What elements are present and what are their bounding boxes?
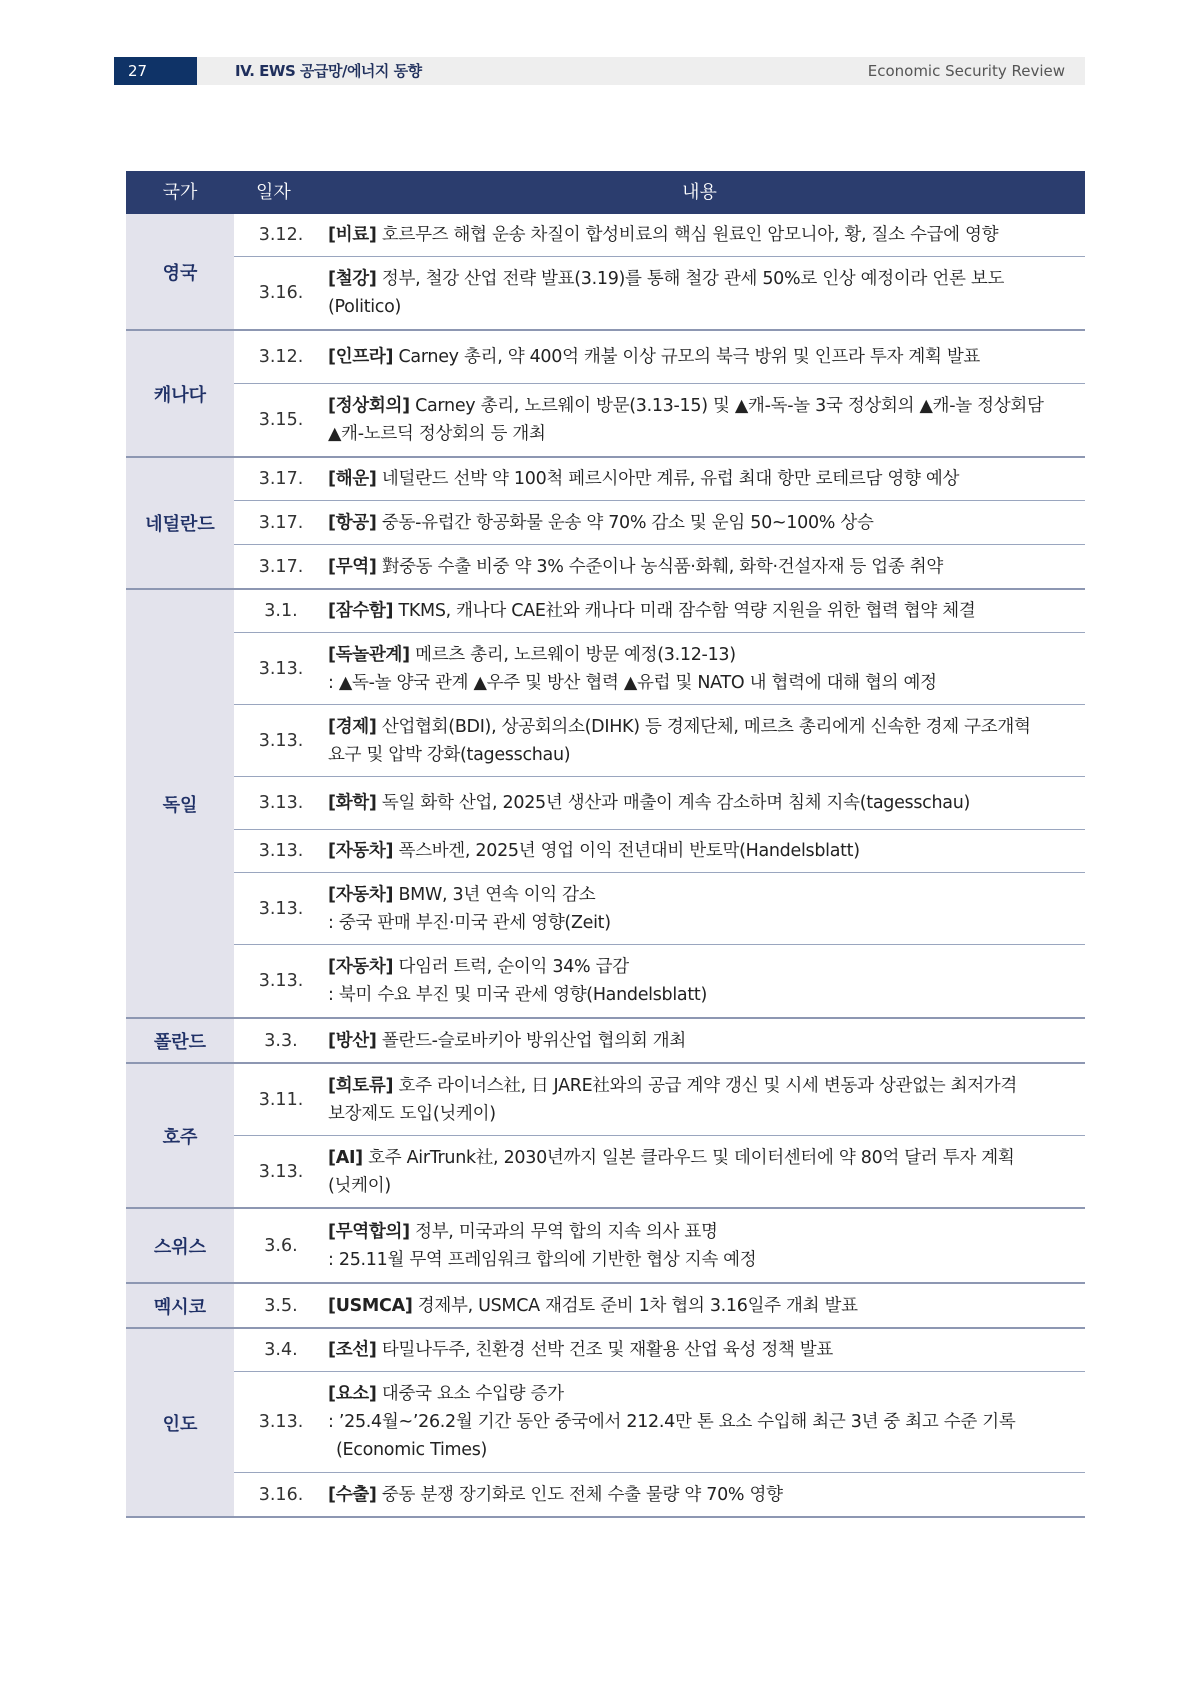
content-cell	[328, 1218, 1085, 1274]
content-text: 정부, 철강 산업 전략 발표(3.19)를 통해 철강 관세 50%로 인상 예정이라 언론 보도	[376, 269, 1005, 289]
category-tag: [잠수함]	[328, 601, 394, 621]
content-text: 폭스바겐, 2025년 영업 이익 전년대비 반토막(Handelsblatt)	[393, 841, 860, 861]
country-cell: 영국	[126, 214, 234, 329]
content-text: Carney 총리, 노르웨이 방문(3.13-15) 및 ▲캐-독-놀 3국 정상회의 ▲캐-놀 정상회담	[409, 396, 1044, 416]
country-cell: 호주	[126, 1064, 234, 1207]
content-text: Carney 총리, 약 400억 캐불 이상 규모의 북극 방위 및 인프라 투자 계획 발표	[393, 347, 981, 367]
page-header	[114, 57, 1085, 85]
content-cell	[328, 713, 1085, 769]
page-number: 27	[114, 57, 197, 85]
category-tag: [철강]	[328, 269, 377, 289]
date-cell: 3.13.	[258, 971, 304, 991]
country-cell: 폴란드	[126, 1019, 234, 1062]
date-cell: 3.15.	[258, 410, 304, 430]
table-row	[234, 873, 1085, 945]
date-cell: 3.13.	[258, 1161, 304, 1182]
date-cell: 3.17.	[258, 556, 304, 577]
content-detail: 보장제도 도입(닛케이)	[328, 1103, 496, 1124]
date-cell: 3.12.	[258, 225, 304, 245]
category-tag: [자동차]	[328, 957, 394, 977]
table-row	[234, 1329, 1085, 1372]
category-tag: [비료]	[328, 225, 377, 245]
table-row	[234, 633, 1085, 705]
date-cell: 3.17.	[258, 469, 304, 489]
content-cell	[328, 343, 1085, 371]
content-text: BMW, 3년 연속 이익 감소	[393, 884, 596, 905]
table-row	[234, 545, 1085, 588]
content-text: 산업협회(BDI), 상공회의소(DIHK) 등 경제단체, 메르츠 총리에게 신속한 경제 구조개혁	[376, 716, 1031, 737]
country-group	[126, 214, 1085, 331]
content-text: 독일 화학 산업, 2025년 생산과 매출이 계속 감소하며 침체 지속(tagesschau)	[376, 793, 971, 813]
section-title: IV. EWS 공급망/에너지 동향	[235, 62, 422, 80]
content-detail: : 북미 수요 부진 및 미국 관세 영향(Handelsblatt)	[328, 985, 708, 1005]
content-cell	[328, 1144, 1085, 1200]
country-group	[126, 1019, 1085, 1064]
content-detail: 요구 및 압박 강화(tagesschau)	[328, 744, 571, 765]
content-text: 호주 AirTrunk社, 2030년까지 일본 클라우드 및 데이터센터에 약 80억 달러 투자 계획	[362, 1147, 1015, 1168]
date-cell: 3.6.	[264, 1235, 298, 1256]
content-cell	[328, 553, 1085, 581]
date-cell: 3.3.	[264, 1030, 298, 1051]
content-text: 호르무즈 해협 운송 차질이 합성비료의 핵심 원료인 암모니아, 황, 질소 수급에 영향	[376, 225, 999, 245]
country-group	[126, 1209, 1085, 1284]
content-cell	[328, 1072, 1085, 1128]
table-row	[234, 1284, 1085, 1327]
content-detail: : 25.11월 무역 프레임워크 합의에 기반한 협상 지속 예정	[328, 1249, 757, 1270]
content-cell	[328, 789, 1085, 817]
content-cell	[328, 881, 1085, 937]
date-cell: 3.16.	[258, 1484, 304, 1505]
content-text: 타밀나두주, 친환경 선박 건조 및 재활용 산업 육성 정책 발표	[376, 1340, 834, 1360]
content-cell	[328, 221, 1085, 249]
table-row	[234, 501, 1085, 545]
table-row	[234, 384, 1085, 456]
category-tag: [희토류]	[328, 1075, 394, 1096]
column-header-country: 국가	[162, 182, 198, 203]
category-tag: [화학]	[328, 793, 377, 813]
country-cell: 독일	[126, 590, 234, 1017]
table-row	[234, 590, 1085, 633]
table-row	[234, 945, 1085, 1017]
country-group	[126, 331, 1085, 458]
content-text: 대중국 요소 수입량 증가	[376, 1384, 564, 1404]
table-body	[126, 214, 1085, 1518]
category-tag: [정상회의]	[328, 396, 410, 416]
content-cell	[328, 1380, 1085, 1464]
content-cell	[328, 1292, 1085, 1320]
content-text: 폴란드-슬로바키아 방위산업 협의회 개최	[376, 1030, 686, 1051]
date-cell: 3.13.	[258, 730, 304, 751]
column-header-content: 내용	[682, 182, 717, 203]
category-tag: [자동차]	[328, 841, 394, 861]
category-tag: [수출]	[328, 1484, 377, 1505]
table-header	[126, 171, 1085, 214]
country-group	[126, 458, 1085, 590]
table-row	[234, 1064, 1085, 1136]
content-cell	[328, 641, 1085, 697]
table-row	[234, 214, 1085, 257]
date-cell: 3.13.	[258, 1412, 304, 1432]
category-tag: [요소]	[328, 1384, 377, 1404]
country-cell: 멕시코	[126, 1284, 234, 1327]
table-row	[234, 257, 1085, 329]
category-tag: [무역]	[328, 556, 377, 577]
content-cell	[328, 1481, 1085, 1509]
country-cell: 스위스	[126, 1209, 234, 1282]
column-header-date: 일자	[256, 182, 291, 203]
content-cell	[328, 1336, 1085, 1364]
category-tag: [해운]	[328, 469, 377, 489]
content-cell	[328, 953, 1085, 1009]
publication-title: Economic Security Review	[867, 62, 1065, 80]
date-cell: 3.4.	[264, 1340, 298, 1360]
date-cell: 3.16.	[258, 283, 304, 303]
date-cell: 3.13.	[258, 841, 304, 861]
content-detail: : ’25.4월~’26.2월 기간 동안 중국에서 212.4만 톤 요소 수입해 최근 3년 중 최고 수준 기록	[328, 1412, 1016, 1432]
content-cell	[328, 465, 1085, 493]
content-text: 메르츠 총리, 노르웨이 방문 예정(3.12-13)	[409, 644, 736, 665]
content-detail: ▲캐-노르딕 정상회의 등 개최	[328, 424, 546, 444]
country-group	[126, 1329, 1085, 1518]
table-row	[234, 458, 1085, 501]
date-cell: 3.1.	[264, 601, 298, 621]
country-cell: 캐나다	[126, 331, 234, 456]
date-cell: 3.12.	[258, 347, 304, 367]
country-group	[126, 590, 1085, 1019]
date-cell: 3.17.	[258, 512, 304, 533]
table-row	[234, 331, 1085, 384]
content-cell	[328, 265, 1085, 321]
table-row	[234, 1372, 1085, 1473]
content-detail: (Politico)	[328, 297, 402, 317]
category-tag: [AI]	[328, 1147, 363, 1168]
content-text: 對중동 수출 비중 약 3% 수준이나 농식품·화훼, 화학·건설자재 등 업종 취약	[376, 556, 943, 577]
content-text: 다임러 트럭, 순이익 34% 급감	[393, 957, 629, 977]
content-detail: : 중국 판매 부진·미국 관세 영향(Zeit)	[328, 912, 611, 933]
date-cell: 3.5.	[264, 1295, 298, 1316]
content-text: 호주 라이너스社, 日 JARE社와의 공급 계약 갱신 및 시세 변동과 상관없는 최저가격	[393, 1075, 1018, 1096]
content-text: 중동-유럽간 항공화물 운송 약 70% 감소 및 운임 50~100% 상승	[376, 512, 874, 533]
content-cell	[328, 392, 1085, 448]
content-text: 경제부, USMCA 재검토 준비 1차 협의 3.16일주 개최 발표	[412, 1295, 858, 1316]
content-detail: : ▲독-놀 양국 관계 ▲우주 및 방산 협력 ▲유럽 및 NATO 내 협력에 대해 협의 예정	[328, 672, 937, 693]
category-tag: [조선]	[328, 1340, 377, 1360]
table-row	[234, 1019, 1085, 1062]
content-cell	[328, 1027, 1085, 1055]
content-text: 정부, 미국과의 무역 합의 지속 의사 표명	[409, 1221, 718, 1242]
country-group	[126, 1064, 1085, 1209]
table-row	[234, 705, 1085, 777]
category-tag: [방산]	[328, 1030, 377, 1051]
country-group	[126, 1284, 1085, 1329]
content-detail: (닛케이)	[328, 1175, 391, 1196]
content-source: (Economic Times)	[336, 1440, 488, 1460]
category-tag: [자동차]	[328, 884, 394, 905]
table-row	[234, 1209, 1085, 1282]
table-row	[234, 777, 1085, 830]
table-row	[234, 1473, 1085, 1516]
content-text: 네덜란드 선박 약 100척 페르시아만 계류, 유럽 최대 항만 로테르담 영향 예상	[376, 469, 960, 489]
content-text: 중동 분쟁 장기화로 인도 전체 수출 물량 약 70% 영향	[376, 1484, 783, 1505]
category-tag: [USMCA]	[328, 1295, 413, 1316]
country-cell: 인도	[126, 1329, 234, 1516]
category-tag: [무역합의]	[328, 1221, 410, 1242]
date-cell: 3.11.	[258, 1089, 304, 1110]
country-cell: 네덜란드	[126, 458, 234, 588]
category-tag: [경제]	[328, 716, 377, 737]
table-row	[234, 830, 1085, 873]
news-table	[126, 171, 1085, 1518]
table-row	[234, 1136, 1085, 1207]
category-tag: [인프라]	[328, 347, 394, 367]
category-tag: [항공]	[328, 512, 377, 533]
content-cell	[328, 509, 1085, 537]
content-cell	[328, 597, 1085, 625]
date-cell: 3.13.	[258, 898, 304, 919]
category-tag: [독놀관계]	[328, 644, 410, 665]
date-cell: 3.13.	[258, 658, 304, 679]
content-cell	[328, 837, 1085, 865]
date-cell: 3.13.	[258, 793, 304, 813]
content-text: TKMS, 캐나다 CAE社와 캐나다 미래 잠수함 역량 지원을 위한 협력 협약 체결	[393, 601, 976, 621]
